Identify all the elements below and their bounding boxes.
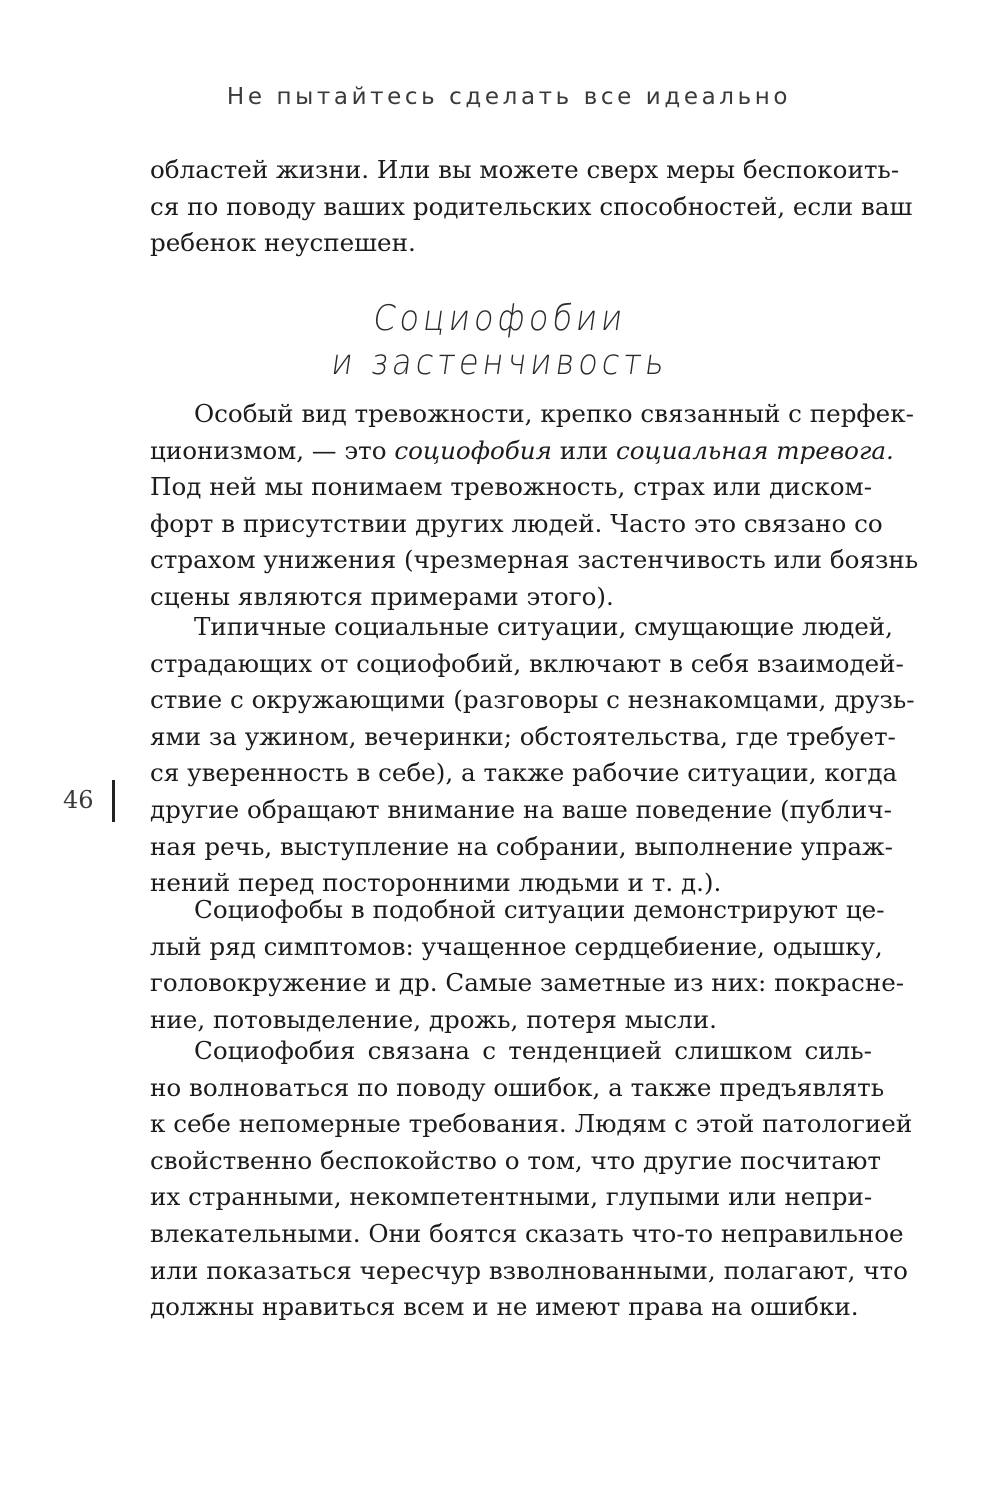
text-run: или: [551, 435, 616, 465]
text-line: влекательными. Они боятся сказать что-то неправильное: [150, 1218, 904, 1248]
text-line: областей жизни. Или вы можете сверх меры беспокоить-: [150, 155, 900, 184]
paragraph-2: [150, 609, 915, 902]
text-line: ние, потовыделение, дрожь, потеря мысли.: [150, 1004, 717, 1034]
page-number: 46: [63, 786, 94, 814]
text-line: Социофобы в подобной ситуации демонстрируют це-: [194, 895, 885, 924]
section-heading: [0, 296, 1000, 384]
text-line: Типичные социальные ситуации, смущающие людей,: [194, 612, 894, 641]
text-line: свойственно беспокойство о том, что другие посчитают: [150, 1145, 881, 1175]
text-line: ся уверенность в себе), а также рабочие ситуации, когда: [150, 758, 898, 788]
text-line: или показаться чересчур взволнованными, полагают, что: [150, 1255, 908, 1285]
text-line: к себе непомерные требования. Людям с этой патологией: [150, 1109, 913, 1139]
page-number-rule: [112, 780, 115, 822]
section-heading-line-2: и застенчивость: [328, 341, 672, 383]
text-line: сцены являются примерами этого).: [150, 581, 614, 611]
text-line: лый ряд симптомов: учащенное сердцебиение, одышку,: [150, 931, 883, 961]
term-social-anxiety: социальная тревога.: [615, 435, 894, 465]
text-line: ся по поводу ваших родительских способностей, если ваш: [150, 191, 913, 221]
section-heading-line-1: Социофобии: [370, 297, 630, 339]
text-line: ями за ужином, вечеринки; обстоятельства, где требует-: [150, 721, 896, 751]
text-line: страдающих от социофобий, включают в себя взаимодей-: [150, 648, 904, 678]
text-line: но волноваться по поводу ошибок, а также предъявлять: [150, 1072, 885, 1102]
text-line: форт в присутствии других людей. Часто это связано со: [150, 508, 883, 538]
text-line: ствие с окружающими (разговоры с незнакомцами, друзь-: [150, 685, 915, 715]
text-line: Социофобия связана с тенденцией слишком силь-: [194, 1036, 872, 1065]
paragraph-1: [150, 396, 919, 616]
text-run: ционизмом, — это: [150, 435, 395, 465]
text-line: другие обращают внимание на ваше поведение (публич-: [150, 794, 892, 824]
running-header: Не пытайтесь сделать все идеально: [226, 84, 792, 110]
text-line: ребенок неуспешен.: [150, 228, 416, 258]
text-line: головокружение и др. Самые заметные из них: покрасне-: [150, 968, 905, 998]
term-sociophobia: социофобия: [394, 435, 552, 465]
text-line: Под ней мы понимаем тревожность, страх или диском-: [150, 472, 872, 502]
paragraph-4: [150, 1033, 913, 1326]
text-line: Особый вид тревожности, крепко связанный с перфек-: [194, 399, 914, 428]
text-line: [150, 433, 894, 470]
text-line: ная речь, выступление на собрании, выполнение упраж-: [150, 831, 893, 861]
text-line: должны нравиться всем и не имеют права на ошибки.: [150, 1292, 859, 1322]
text-line: нений перед посторонними людьми и т. д.).: [150, 868, 722, 898]
text-line: страхом унижения (чрезмерная застенчивость или боязнь: [150, 545, 919, 575]
text-line: их странными, некомпетентными, глупыми или непри-: [150, 1182, 873, 1212]
paragraph-continued: [150, 152, 913, 262]
paragraph-3: [150, 892, 905, 1038]
